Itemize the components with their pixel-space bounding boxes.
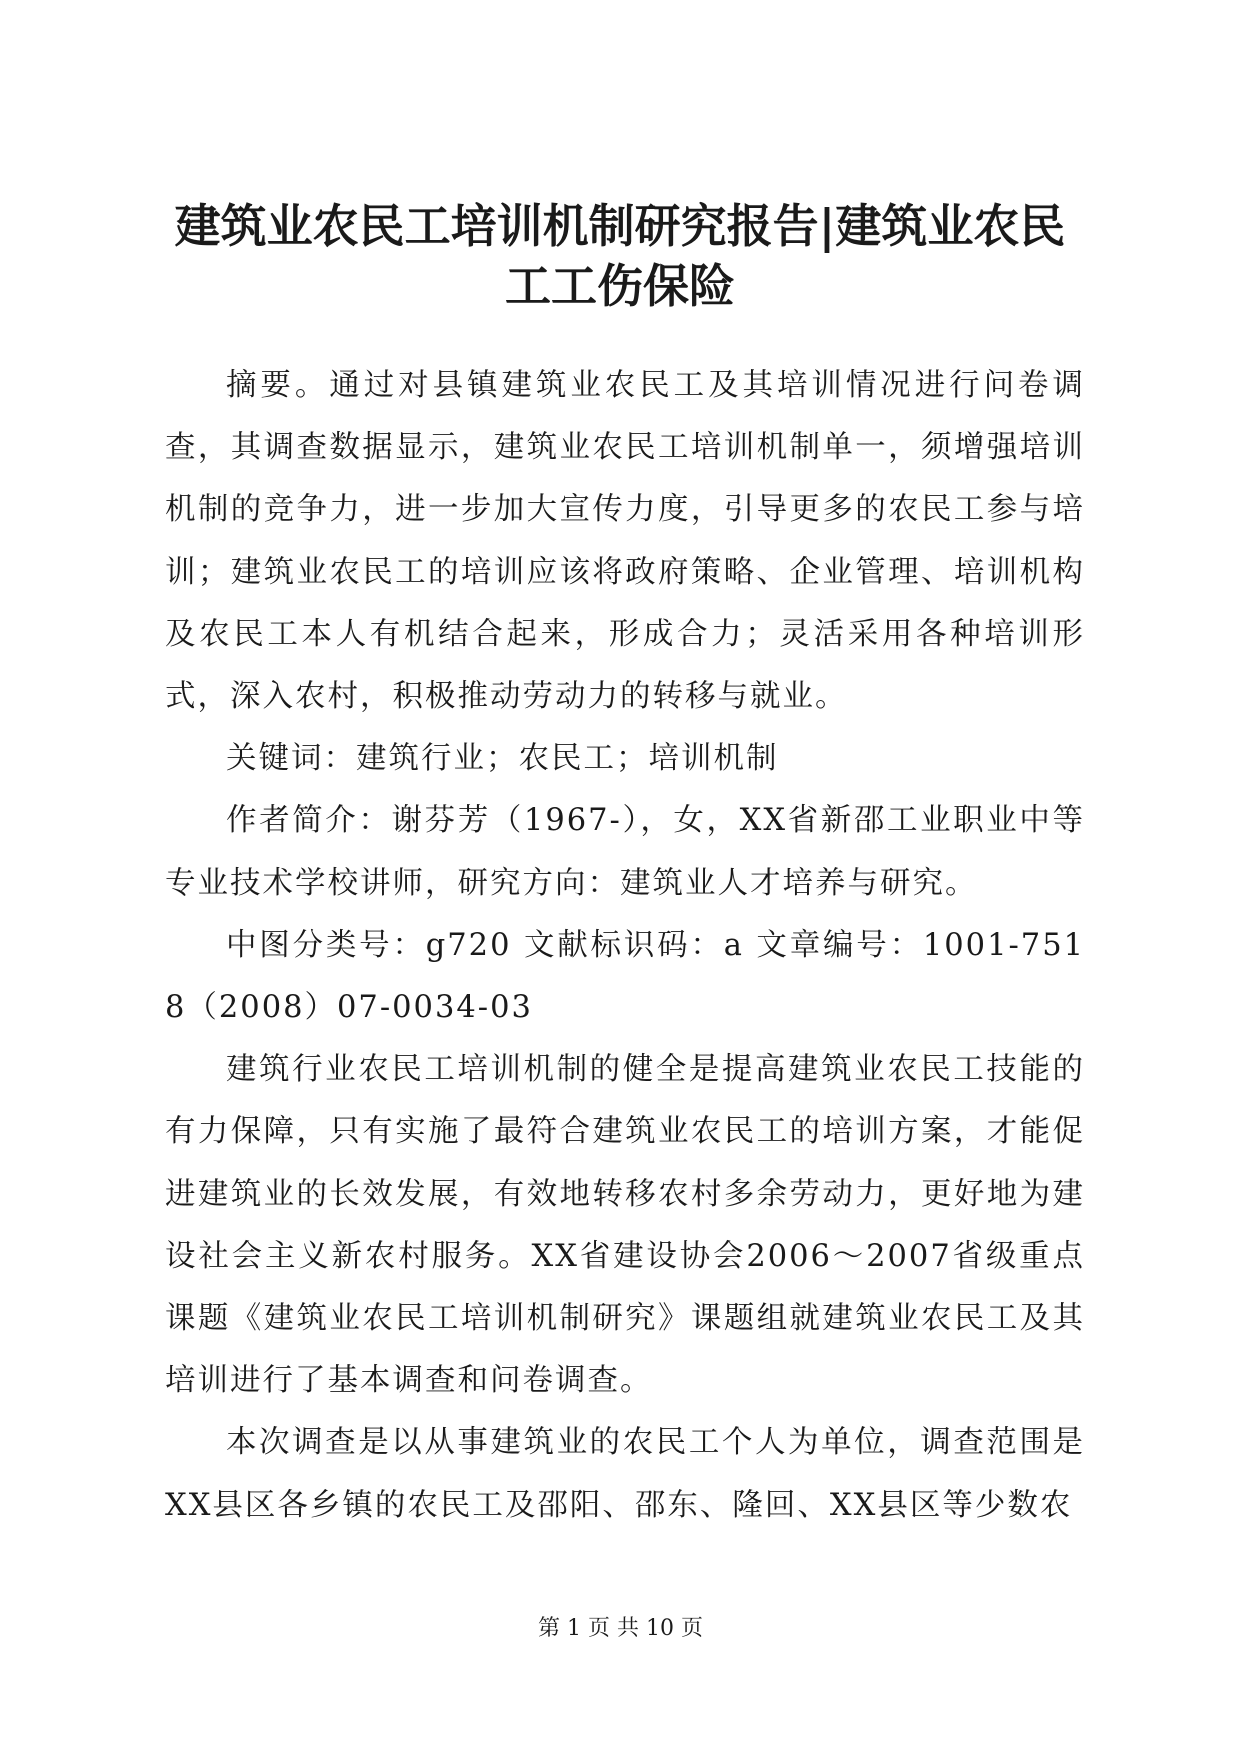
keywords-paragraph: 关键词：建筑行业；农民工；培训机制 [226, 741, 779, 777]
classification-paragraph: 中图分类号：g720 文献标识码：a 文章编号：1001-7518（2008）07-0034-03 [165, 927, 1085, 1026]
author-bio-paragraph: 作者简介：谢芬芳（1967-），女，XX省新邵工业职业中等专业技术学校讲师，研究方向：建筑业人才培养与研究。 [165, 803, 1085, 901]
body-paragraph: 本次调查是以从事建筑业的农民工个人为单位，调查范围是XX县区各乡镇的农民工及邵阳、邵东、隆回、XX县区等少数农 [165, 1425, 1085, 1523]
document-body [165, 355, 1085, 1537]
body-paragraph: 建筑行业农民工培训机制的健全是提高建筑业农民工技能的有力保障，只有实施了最符合建筑业农民工的培训方案，才能促进建筑业的长效发展，有效地转移农村多余劳动力，更好地为建设社会主义新农村服务。XX省建设协会2006～2007省级重点课题《建筑业农民工培训机制研究》课题组就建筑业农民工及其培训进行了基本调查和问卷调查。 [165, 1052, 1085, 1399]
page-number-footer: 第 1 页 共 10 页 [538, 1616, 703, 1641]
title-line-2: 工工伤保险 [505, 259, 735, 313]
title-line-1: 建筑业农民工培训机制研究报告|建筑业农民 [174, 199, 1066, 253]
document-title [160, 196, 1080, 316]
abstract-paragraph: 摘要。通过对县镇建筑业农民工及其培训情况进行问卷调查，其调查数据显示，建筑业农民工培训机制单一，须增强培训机制的竞争力，进一步加大宣传力度，引导更多的农民工参与培训；建筑业农民工的培训应该将政府策略、企业管理、培训机构及农民工本人有机结合起来，形成合力；灵活采用各种培训形式，深入农村，积极推动劳动力的转移与就业。 [165, 368, 1085, 715]
